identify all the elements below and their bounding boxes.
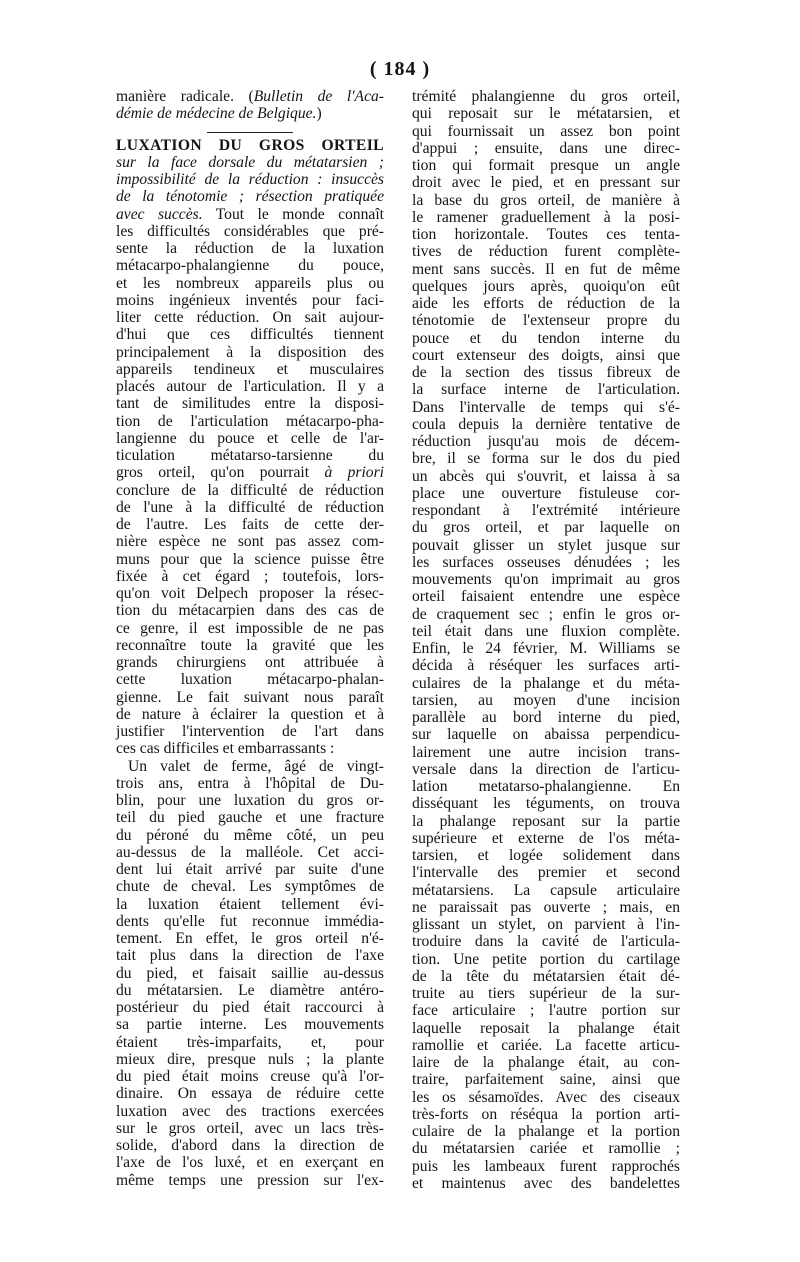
text-line: tait plus dans la direction de l'axe: [116, 947, 384, 965]
text-line: de la tête du métatarsien était dé-: [412, 967, 680, 985]
text-line: supérieure et externe de l'os méta-: [412, 829, 680, 847]
text-line: laire de la phalange était, au con-: [412, 1054, 680, 1071]
text-line: chute de cheval. Les symptômes de: [116, 878, 384, 896]
text-line: de craquement sec ; enfin le gros or-: [412, 605, 680, 623]
text-line: du métatarsien cariée et ramollie ;: [412, 1140, 680, 1158]
text-line: court extenseur des doigts, ainsi que: [412, 346, 680, 364]
text-line: Un valet de ferme, âgé de vingt-: [128, 757, 384, 775]
text-line: manière radicale. (Bulletin de l'Aca-: [116, 88, 384, 105]
text-line: Dans l'intervalle de temps qui s'é-: [412, 398, 680, 416]
text-line: tarsien, au moyen d'une incision: [412, 691, 680, 709]
text-line: lairement une autre incision trans-: [412, 743, 680, 761]
text-line: tion du métacarpien dans des cas de: [116, 602, 384, 620]
text-line: gros orteil, qu'on pourrait à priori: [116, 464, 385, 482]
text-line: tives de réduction furent complète-: [412, 243, 680, 261]
text-line: quelques jours après, quoiqu'on eût: [412, 277, 680, 295]
text-line: pouce et du tendon interne du: [412, 329, 680, 347]
text-line: Enfin, le 24 février, M. Williams se: [412, 640, 680, 657]
text-line: métacarpo-phalangienne du pouce,: [116, 257, 384, 275]
text-line: conclure de la difficulté de réduction: [116, 481, 384, 499]
text-line: du métatarsien. Le diamètre antéro-: [116, 981, 384, 999]
text-line: mouvements qu'on imprimait au gros: [412, 571, 680, 588]
text-line: les os sésamoïdes. Avec des ciseaux: [412, 1088, 680, 1106]
text-line: ce genre, il est impossible de ne pas: [116, 619, 384, 637]
text-line: au-dessus de la malléole. Cet acci-: [116, 843, 384, 861]
text-line: ramollie et cariée. La facette articu-: [412, 1036, 680, 1054]
text-line: aide les efforts de réduction de la: [412, 295, 680, 312]
text-line: dinaire. On essaya de réduire cette: [116, 1085, 384, 1103]
text-line: d'appui ; ensuite, dans une direc-: [412, 139, 680, 157]
left-text-column: [116, 88, 384, 1189]
text-line: nière espèce ne sont pas assez com-: [116, 533, 384, 551]
text-line: qui fournissait un assez bon point: [412, 122, 680, 140]
text-line: du péroné du même côté, un peu: [116, 826, 384, 844]
text-line: troduire dans la cavité de l'articula-: [412, 933, 680, 951]
text-line: du pied, et faisait saillie au-dessus: [116, 964, 384, 982]
text-line: langienne du pouce et celle de l'ar-: [116, 429, 384, 447]
text-line: impossibilité de la réduction : insuccès: [116, 171, 384, 188]
text-line: un abcès qui s'ouvrit, et laissa à sa: [412, 467, 680, 485]
text-line: la surface interne de l'articulation.: [412, 381, 680, 399]
text-line: du pied était moins creuse qu'à l'or-: [116, 1068, 384, 1085]
text-line: même temps une pression sur l'ex-: [116, 1171, 384, 1189]
text-line: solide, d'abord dans la direction de: [116, 1137, 384, 1154]
section-divider: [207, 132, 293, 133]
text-line: tarsien, et logée solidement dans: [412, 847, 680, 864]
page-number: ( 184 ): [369, 58, 431, 80]
text-line: justifier l'intervention de l'art dans: [116, 723, 384, 740]
text-line: pouvait glisser un stylet jusque sur: [412, 536, 680, 554]
text-line: réduction jusqu'au mois de décem-: [412, 433, 680, 450]
text-line: traire, parfaitement saine, ainsi que: [412, 1071, 680, 1089]
text-line: teil du pied gauche et une fracture: [116, 809, 384, 827]
text-line: tion. Une petite portion du cartilage: [412, 950, 680, 968]
text-line: de la section des tissus fibreux de: [412, 364, 680, 381]
text-line: coula depuis la dernière tentative de: [412, 415, 680, 433]
text-line: tement. En effet, le gros orteil n'é-: [116, 930, 384, 947]
text-line: décida à réséquer les surfaces arti-: [412, 657, 680, 675]
text-line: qui reposait sur le métatarsien, et: [412, 105, 680, 123]
text-line: avec succès. Tout le monde connaît: [116, 205, 384, 223]
text-line: culaires de la phalange et du méta-: [412, 674, 680, 692]
text-line: du gros orteil, et par laquelle on: [412, 519, 680, 537]
text-line: très-forts on réséqua la portion arti-: [412, 1105, 680, 1123]
text-line: respondant à l'extrémité intérieure: [412, 502, 680, 519]
text-line: sa partie interne. Les mouvements: [116, 1016, 384, 1034]
text-line: de l'une à la difficulté de réduction: [116, 498, 384, 516]
text-line: ticulation métatarso-tarsienne du: [116, 447, 384, 464]
text-line: muns pour que la science puisse être: [116, 550, 384, 568]
text-line: teil était dans une fluxion complète.: [412, 622, 680, 640]
text-line: étaient très-imparfaits, et, pour: [116, 1033, 384, 1051]
text-line: culaire de la phalange et la portion: [412, 1123, 680, 1140]
text-line: appareils tendineux et musculaires: [116, 360, 384, 378]
text-line: les difficultés considérables que pré-: [116, 222, 384, 240]
text-line: postérieur du pied était raccourci à: [116, 999, 384, 1016]
section-heading: LUXATION DU GROS ORTEIL: [116, 136, 384, 154]
text-line: tion qui formait presque un angle: [412, 157, 680, 174]
text-line: et les nombreux appareils plus ou: [116, 274, 384, 292]
text-line: sur laquelle on abaissa perpendicu-: [412, 726, 680, 744]
text-line: bre, il se forma sur le dos du pied: [412, 450, 680, 468]
text-line: disséquant les téguments, on trouva: [412, 795, 680, 813]
text-line: le ramener graduellement à la posi-: [412, 208, 680, 226]
text-line: liter cette réduction. On sait aujour-: [116, 309, 384, 326]
text-line: et maintenus avec des bandelettes: [412, 1174, 680, 1192]
text-line: reconnaître toute la gravité que les: [116, 636, 384, 654]
text-line: l'axe de l'os luxé, et en exerçant en: [116, 1154, 384, 1172]
text-line: ténotomie de l'extenseur propre du: [412, 312, 680, 330]
text-line: de la ténotomie ; résection pratiquée: [116, 188, 384, 206]
text-line: sur le gros orteil, avec un lacs très-: [116, 1119, 384, 1137]
text-line: l'intervalle des premier et second: [412, 864, 680, 882]
text-line: laquelle reposait la phalange était: [412, 1019, 680, 1037]
right-text-column: [412, 88, 680, 1192]
text-line: dents qu'elle fut reconnue immédia-: [116, 912, 384, 930]
text-line: ne paraissait pas ouverte ; mais, en: [412, 898, 680, 916]
text-line: tion horizontale. Toutes ces tenta-: [412, 226, 680, 243]
text-line: la base du gros orteil, de manière à: [412, 191, 680, 209]
text-line: tion de l'articulation métacarpo-pha-: [116, 412, 384, 430]
text-line: qu'on voit Delpech proposer la résec-: [116, 585, 384, 602]
text-line: métatarsiens. La capsule articulaire: [412, 881, 680, 899]
text-line: d'hui que ces difficultés tiennent: [116, 326, 384, 344]
text-line: blin, pour une luxation du gros or-: [116, 792, 384, 809]
text-line: puis les lambeaux furent rapprochés: [412, 1157, 680, 1175]
text-line: grands chirurgiens ont attribuée à: [116, 654, 384, 671]
text-line: les surfaces osseuses dénudées ; les: [412, 553, 680, 571]
text-line: truite au tiers supérieur de la sur-: [412, 985, 680, 1002]
text-line: versale dans la direction de l'articu-: [412, 760, 680, 778]
text-line: de l'autre. Les faits de cette der-: [116, 516, 384, 533]
text-line: de nature à éclairer la question et à: [116, 705, 384, 723]
text-line: mieux dire, presque nuls ; la plante: [116, 1050, 384, 1068]
text-line: cette luxation métacarpo-phalan-: [116, 671, 384, 689]
text-line: dent lui était arrivé par suite d'une: [116, 861, 384, 878]
text-line: sente la réduction de la luxation: [116, 240, 384, 257]
text-line: face articulaire ; l'autre portion sur: [412, 1002, 680, 1020]
text-line: gienne. Le fait suivant nous paraît: [116, 688, 384, 706]
text-line: sur la face dorsale du métatarsien ;: [116, 153, 384, 171]
text-line: orteil faisaient entendre une espèce: [412, 588, 680, 606]
text-line: démie de médecine de Belgique.): [116, 105, 322, 123]
text-line: fixée à cet égard ; toutefois, lors-: [116, 567, 384, 585]
text-line: glissant un stylet, on parvient à l'in-: [412, 916, 680, 933]
text-line: parallèle au bord interne du pied,: [412, 709, 680, 726]
text-line: la phalange reposant sur la partie: [412, 812, 680, 830]
text-line: placés autour de l'articulation. Il y a: [116, 378, 384, 395]
text-line: ment sans succès. Il en fut de même: [412, 260, 680, 278]
text-line: droit avec le pied, et en pressant sur: [412, 174, 680, 192]
text-line: ces cas difficiles et embarrassants :: [116, 740, 335, 758]
text-line: moins ingénieux inventés pour faci-: [116, 291, 384, 309]
text-line: trémité phalangienne du gros orteil,: [412, 88, 680, 105]
text-line: principalement à la disposition des: [116, 343, 384, 361]
text-line: trois ans, entra à l'hôpital de Du-: [116, 774, 384, 792]
text-line: la luxation étaient tellement évi-: [116, 895, 384, 913]
text-line: tant de similitudes entre la disposi-: [116, 395, 384, 413]
text-line: lation metatarso-phalangienne. En: [412, 778, 680, 795]
text-line: luxation avec des tractions exercées: [116, 1102, 384, 1120]
text-line: place une ouverture fistuleuse cor-: [412, 484, 680, 502]
